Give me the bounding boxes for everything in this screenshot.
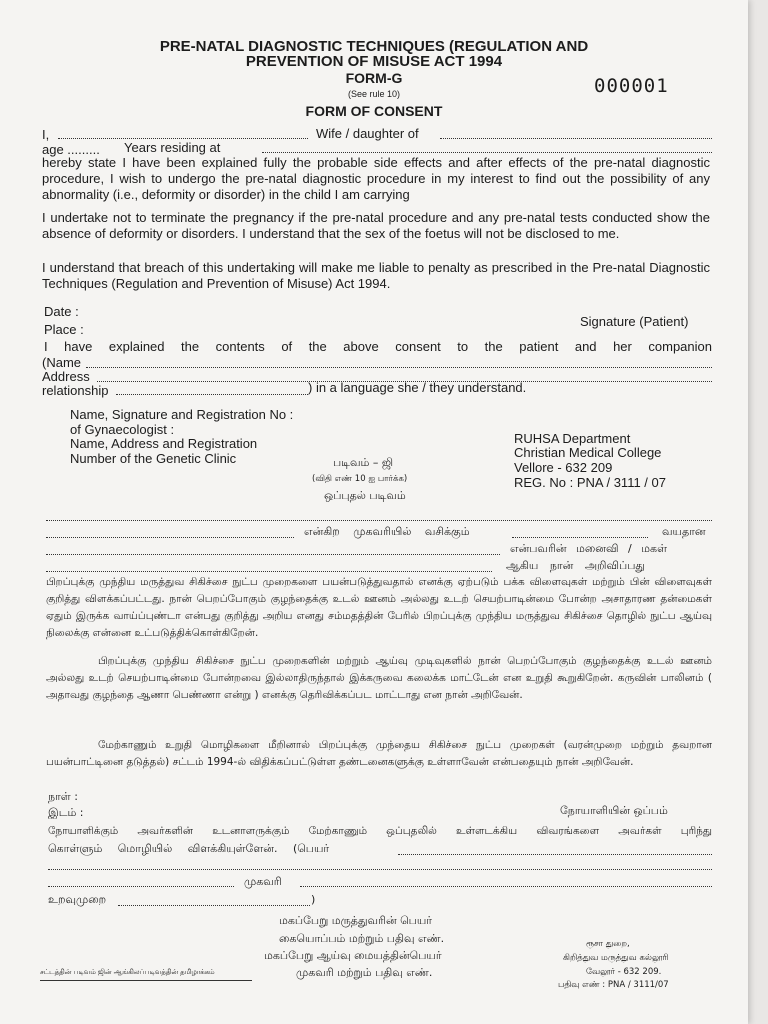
act-title-line1: PRE-NATAL DIAGNOSTIC TECHNIQUES (REGULATION AND <box>159 38 589 55</box>
tamil-explained-line1: நோயாளிக்கும் அவர்களின் உடனாளருக்கும் மேற்காணும் ஒப்புதலில் உள்ளடக்கிய விவரங்களை அவர்கள் புரிந்து <box>48 825 712 837</box>
consent-paragraph-2: I undertake not to terminate the pregnancy if the pre-natal procedure and any pre-natal tests conducted show the absence of deformity or disorders. I understand that the sex of the foetus will not be disclosed to me. <box>42 210 710 241</box>
tamil-state-label: ஆகிய நான் அறிவிப்பது <box>506 559 645 572</box>
tamil-stamp-line3: வேலூர் - 632 209. <box>586 967 662 977</box>
wife-daughter-label: Wife / daughter of <box>316 126 419 141</box>
tamil-declarant-field[interactable] <box>46 571 492 572</box>
act-title-line2: PREVENTION OF MISUSE ACT 1994 <box>245 53 503 70</box>
dept-stamp-line1: RUHSA Department <box>514 431 631 446</box>
tamil-doctor-line1: மகப்பேறு மருத்துவரின் பெயர் <box>279 914 433 927</box>
tamil-doctor-line4: முகவரி மற்றும் பதிவு எண். <box>296 966 433 979</box>
tamil-relation-label: உறவுமுறை <box>48 893 107 906</box>
date-label: Date : <box>44 304 79 319</box>
relationship-field[interactable] <box>116 394 308 395</box>
tamil-companion-name-field[interactable] <box>398 854 712 855</box>
footnote-rule <box>40 980 252 981</box>
tamil-age-field[interactable] <box>512 537 648 538</box>
tamil-stamp-line2: கிறித்துவ மருத்துவ கல்லூரி <box>563 953 669 963</box>
tamil-place-label: இடம் : <box>48 806 84 819</box>
genetic-clinic-label-line2: Number of the Genetic Clinic <box>70 451 237 466</box>
tamil-date-label: நாள் : <box>48 790 78 803</box>
consent-paragraph-1: hereby state I have been explained fully the probable side effects and after effects of the pre-natal diagnostic procedure, I wish to undergo the pre-natal diagnostic procedure in my interest to find out the possibility of any abnormality (i.e., deformity or disorder) in the child I am carrying <box>42 155 710 202</box>
rule-reference: (See rule 10) <box>347 89 401 99</box>
gynaecologist-label-line2: of Gynaecologist : <box>70 422 175 437</box>
place-label: Place : <box>44 322 84 337</box>
companion-address-label: Address <box>42 369 90 384</box>
dept-stamp-line2: Christian Medical College <box>514 445 662 460</box>
tamil-doctor-line2: கையொப்பம் மற்றும் பதிவு எண். <box>279 932 445 945</box>
dept-stamp-line4: REG. No : PNA / 3111 / 07 <box>514 475 666 490</box>
tamil-address-field-2[interactable] <box>300 886 712 887</box>
companion-name-field[interactable] <box>86 367 712 368</box>
dept-stamp-line3: Vellore - 632 209 <box>514 460 613 475</box>
age-label: age ......... <box>42 142 100 157</box>
tamil-age-label: வயதான <box>662 525 706 538</box>
companion-name-label: (Name <box>42 355 82 370</box>
tamil-stamp-line4: பதிவு எண் : PNA / 3111/07 <box>558 980 669 990</box>
relationship-label: relationship <box>42 383 109 398</box>
tamil-form-name: படிவம் – ஜி <box>333 456 393 469</box>
tamil-address-label: என்கிற முகவரியில் வசிக்கும் <box>304 525 470 538</box>
tamil-paragraph-3: மேற்காணும் உறுதி மொழிகளை மீறினால் பிறப்புக்கு முந்தைய சிகிச்சை நுட்ப முறைகள் (வரன்முறை மற்றும் தவறான பயன்பாட்டினை தடுத்தல்) சட்டம் 1994-ல் விதிக்கப்பட்டுள்ள தண்டனைகளுக்கு உள்ளாவேன் என்பதையும் நான் அறிவேன். <box>46 739 712 768</box>
form-name: FORM-G <box>345 70 403 86</box>
tamil-doctor-line3: மகப்பேறு ஆய்வு மையத்தின்பெயர் <box>264 949 442 962</box>
husband-father-name-field[interactable] <box>440 138 712 139</box>
tamil-wife-label: என்பவரின் மனைவி / மகள் <box>510 542 667 555</box>
gynaecologist-label-line1: Name, Signature and Registration No : <box>70 407 294 422</box>
tamil-patient-signature-label: நோயாளியின் ஒப்பம் <box>560 804 668 817</box>
i-label: I, <box>42 127 50 142</box>
tamil-stamp-line1: ரூசா துறை, <box>586 939 630 949</box>
tamil-paragraph-1: பிறப்புக்கு முந்திய மருத்துவ சிகிச்சை நுட்ப முறைகளை பயன்படுத்துவதால் எனக்கு ஏற்படும் பக்க விளைவுகள் மற்றும் பின் விளைவுகள் குறித்து விளக்கப்பட்டது. நான் பெறப்போகும் குழந்தைக்கு உடல் ஊனம் அல்லது உடற் செயற்பாடின்மை போன்ற அசாதாரண தன்மைகள் ஏதும் இருக்க வாய்ப்புண்டா என்பது குறித்து அறிய எனது சம்மதத்தின் பேரில் பிறப்புக்கு முந்திய மருத்துவ சிகிச்சை தொழில் நுட்ப ஆய்வு நிலைக்கு என்னை உட்படுத்திக்கொள்கிறேன். <box>46 576 712 639</box>
consent-paragraph-3: I understand that breach of this undertaking will make me liable to penalty as prescribed in the Pre-natal Diagnostic Techniques (Regulation and Prevention of Misuse) Act 1994. <box>42 260 710 291</box>
tamil-paragraph-2: பிறப்புக்கு முந்திய சிகிச்சை நுட்ப முறைகளின் மற்றும் ஆய்வு முடிவுகளில் நான் பெறப்போகும் குழந்தைக்கு உடல் ஊனம் அல்லது உடற் செயற்பாடின்மை போன்றவை இல்லாதிருந்தால் இக்கருவை கலைக்க மாட்டேன் என உறுதி கூறுகிறேன். கருவின் பாலினம் ( அதாவது குழந்தை ஆணா பெண்ணா என்று ) எனக்கு தெரிவிக்கப்பட மாட்டாது என நான் அறிவேன். <box>46 655 712 701</box>
tamil-address-field-1[interactable] <box>48 886 234 887</box>
years-residing-label: Years residing at <box>124 140 221 155</box>
explained-statement: I have explained the contents of the above consent to the patient and her companion <box>44 339 712 354</box>
tamil-form-title: ஒப்புதல் படிவம் <box>324 489 406 502</box>
footnote: சட்டத்தின் படிவம் ஜின் ஆங்கிலப்படிவத்தின் தமிழாக்கம் <box>40 968 215 976</box>
tamil-companion-name-field-2[interactable] <box>48 869 712 870</box>
tamil-address-field[interactable] <box>46 537 294 538</box>
language-statement: ) in a language she / they understand. <box>308 380 527 395</box>
genetic-clinic-label-line1: Name, Address and Registration <box>70 436 258 451</box>
tamil-name-field[interactable] <box>46 520 712 521</box>
tamil-relation-field[interactable] <box>118 905 310 906</box>
serial-number: 000001 <box>594 75 669 97</box>
tamil-relation-close: ) <box>311 893 316 906</box>
tamil-rule-reference: (விதி எண் 10 ஐ பார்க்க) <box>312 474 408 484</box>
tamil-explained-line2: கொள்ளும் மொழியில் விளக்கியுள்ளேன். (பெயர் <box>48 842 330 855</box>
tamil-companion-address-label: முகவரி <box>244 875 282 888</box>
tamil-husband-field[interactable] <box>46 554 500 555</box>
residence-address-field[interactable] <box>262 152 712 153</box>
patient-signature-label: Signature (Patient) <box>580 314 689 329</box>
form-of-consent-title: FORM OF CONSENT <box>305 103 443 119</box>
